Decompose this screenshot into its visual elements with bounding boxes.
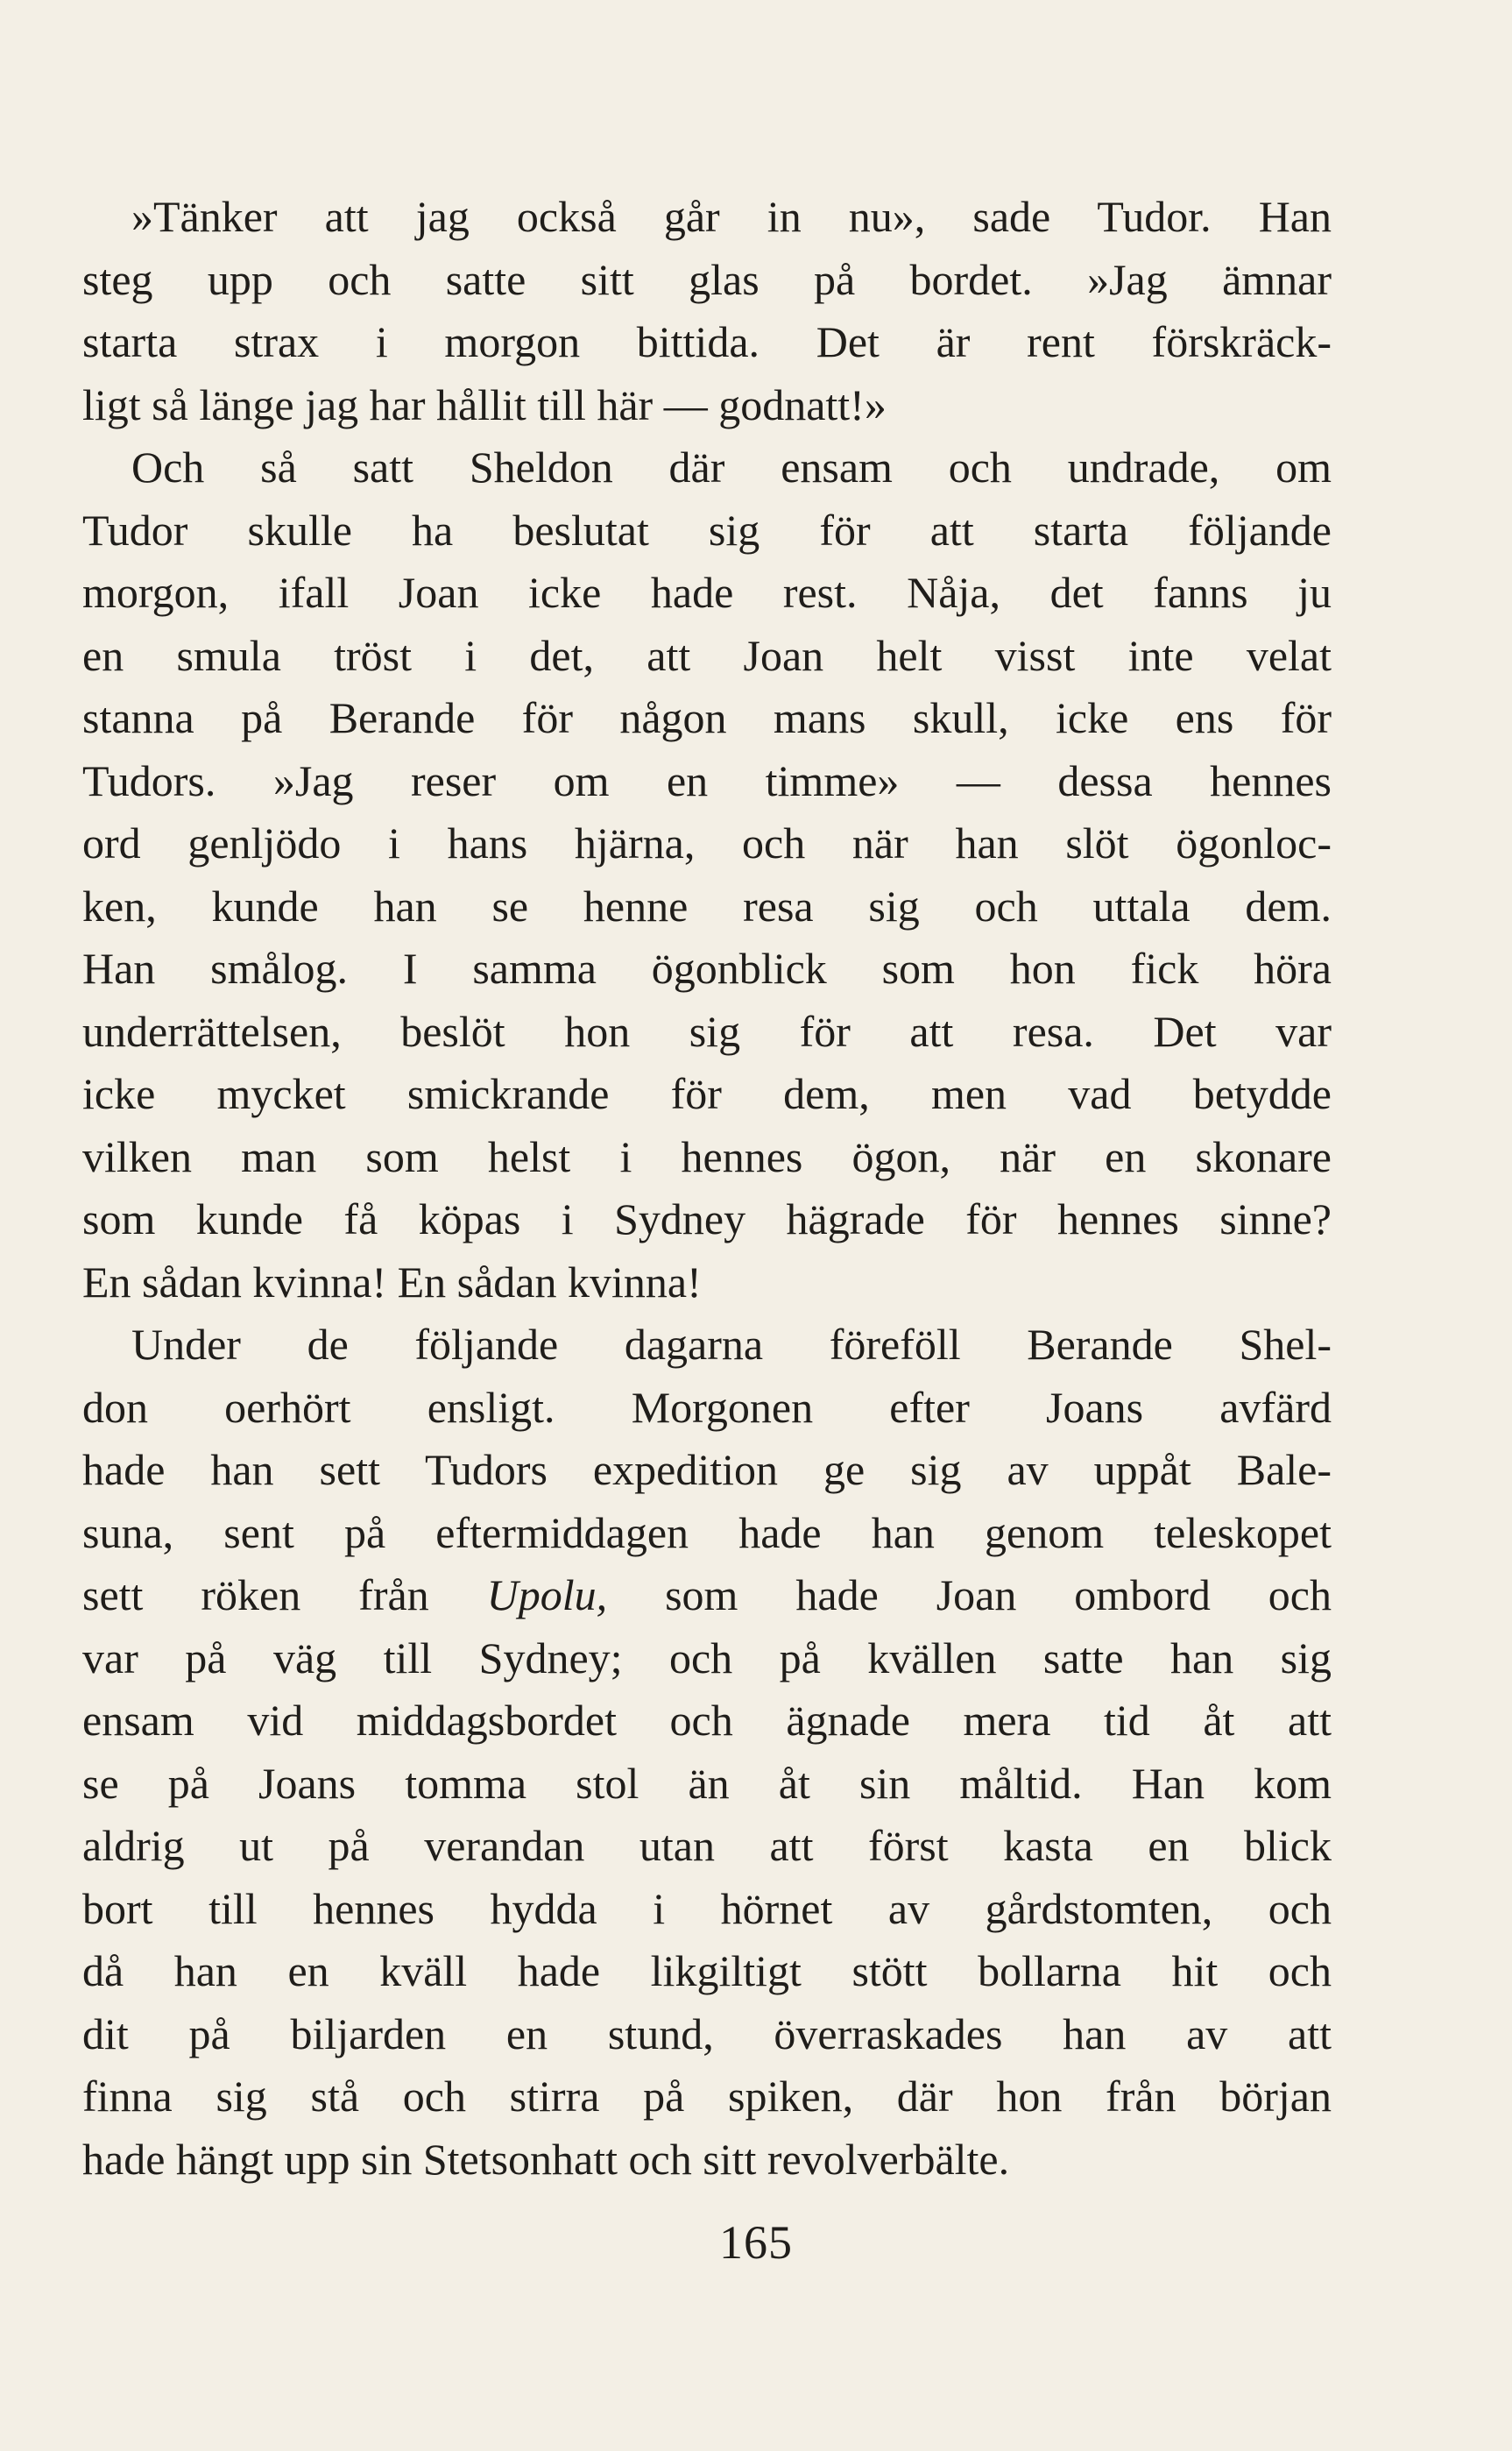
- text-line: aldrig ut på verandan utan att först kasta en blick: [82, 1821, 1332, 1870]
- text-line: ord genljödo i hans hjärna, och när han slöt ögonloc-: [82, 818, 1332, 868]
- text-line: Han smålog. I samma ögonblick som hon fick höra: [82, 944, 1332, 993]
- text-line: hade hängt upp sin Stetsonhatt och sitt revolverbälte.: [82, 2134, 1010, 2184]
- text-line: steg upp och satte sitt glas på bordet. »Jag ämnar: [82, 254, 1332, 304]
- text-line: suna, sent på eftermiddagen hade han genom teleskopet: [82, 1507, 1332, 1557]
- body-text: [82, 186, 1332, 2191]
- text-line: se på Joans tomma stol än åt sin måltid. Han kom: [82, 1758, 1332, 1808]
- text-line: dit på biljarden en stund, överraskades han av att: [82, 2008, 1332, 2058]
- text-line: en smula tröst i det, att Joan helt visst inte velat: [82, 630, 1332, 680]
- text-line: icke mycket smickrande för dem, men vad betydde: [82, 1069, 1332, 1118]
- page-number: 165: [719, 2216, 793, 2269]
- text-line: morgon, ifall Joan icke hade rest. Nåja, det fanns ju: [82, 568, 1332, 617]
- text-line: som kunde få köpas i Sydney hägrade för hennes sinne?: [82, 1194, 1332, 1243]
- text-line: starta strax i morgon bittida. Det är rent förskräck-: [82, 317, 1332, 366]
- text-line: stanna på Berande för någon mans skull, icke ens för: [82, 693, 1332, 742]
- text-line: En sådan kvinna! En sådan kvinna!: [82, 1257, 702, 1307]
- text-line: Tudor skulle ha beslutat sig för att starta följande: [82, 505, 1332, 555]
- text-line: ken, kunde han se henne resa sig och uttala dem.: [82, 881, 1332, 931]
- text-line: var på väg till Sydney; och på kvällen satte han sig: [82, 1633, 1332, 1682]
- text-line: ligt så länge jag har hållit till här — godnatt!»: [82, 379, 887, 429]
- text-line: då han en kväll hade likgiltigt stött bollarna hit och: [82, 1946, 1332, 1995]
- ship-name: Upolu,: [486, 1570, 608, 1619]
- text-line: Under de följande dagarna föreföll Berande Shel-: [131, 1320, 1332, 1369]
- text-segment: sett röken från: [82, 1570, 429, 1619]
- text-line: Och så satt Sheldon där ensam och undrade, om: [131, 443, 1332, 492]
- text-line: hade han sett Tudors expedition ge sig av uppåt Bale-: [82, 1445, 1332, 1494]
- text-line: vilken man som helst i hennes ögon, när en skonare: [82, 1131, 1332, 1181]
- text-line: finna sig stå och stirra på spiken, där hon från början: [82, 2072, 1332, 2121]
- text-line: [82, 1564, 1332, 1627]
- text-line: don oerhört ensligt. Morgonen efter Joans avfärd: [82, 1382, 1332, 1432]
- text-line: bort till hennes hydda i hörnet av gårdstomten, och: [82, 1883, 1332, 1933]
- text-line: underrättelsen, beslöt hon sig för att resa. Det var: [82, 1006, 1332, 1056]
- text-line: Tudors. »Jag reser om en timme» — dessa hennes: [82, 755, 1332, 805]
- text-line: ensam vid middagsbordet och ägnade mera tid åt att: [82, 1696, 1332, 1745]
- text-line: »Tänker att jag också går in nu», sade Tudor. Han: [131, 192, 1332, 241]
- text-segment: som hade Joan ombord och: [665, 1570, 1332, 1619]
